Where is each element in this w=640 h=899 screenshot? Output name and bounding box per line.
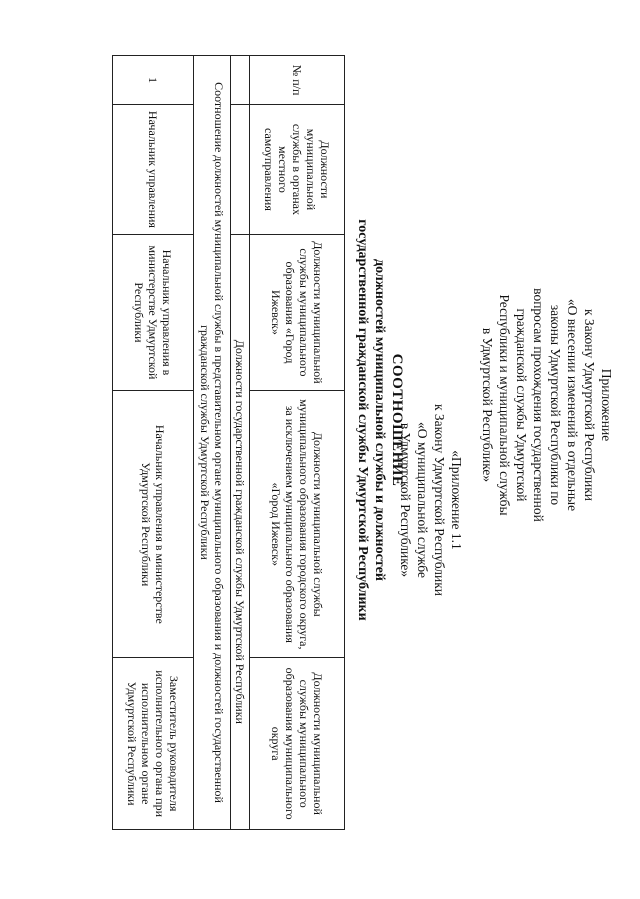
appendix-line: Республики и муниципальной службы [497,294,512,516]
table-section-row [231,56,250,830]
section-empty-cell [231,56,250,105]
row-number: 1 [113,56,194,105]
appendix-line: Приложение [599,368,614,442]
section-empty-cell [231,105,250,235]
row-local-position: Начальник управления [113,105,194,235]
header-number: № п/п [250,56,345,105]
appendix-sub-block [397,380,465,620]
section-state-service: Должности государственной гражданской службы Удмуртской Республики [231,234,250,829]
row-municipal-district-position: Заместитель руководителя исполнительного органа при исполнительном органе Удмуртской Республики [113,658,194,830]
title-line-2: государственной гражданской службы Удмуртской Республики [355,219,370,621]
appendix-sub-line: «Приложение 1.1 [449,450,464,550]
header-city-district: Должности муниципальной службы муниципального образования городского округа, за исключением муниципального образования «Город Ижевск» [250,391,345,658]
appendix-main-block [479,240,615,570]
header-izhevsk: Должности муниципальной службы муниципального образования «Город Ижевск» [250,234,345,391]
appendix-line: законы Удмуртской Республики по [548,304,563,506]
appendix-line: вопросам прохождения государственной [531,288,546,522]
title-main: СООТНОШЕНИЕ [389,353,405,487]
appendix-line: к Закону Удмуртской Республики [582,308,597,502]
table-section-row [194,56,231,830]
title-line-1: должностей муниципальной службы и должностей [372,259,387,581]
document-title [354,170,405,670]
appendix-line: «О внесении изменений в отдельные [565,298,580,512]
header-local-government: Должности муниципальной службы в органах местного самоуправления [250,105,345,235]
appendix-line: гражданской службы Удмуртской [514,308,529,502]
row-izhevsk-position: Начальник управления в министерстве Удмуртской Республики [113,234,194,391]
appendix-sub-line: к Закону Удмуртской Республики [432,403,447,597]
table-header-row [250,56,345,830]
appendix-line: в Удмуртской Республике» [480,327,495,483]
row-city-district-position: Начальник управления в министерстве Удмуртской Республики [113,391,194,658]
correspondence-table [112,55,345,830]
appendix-sub-line: «О муниципальной службе [415,421,430,578]
header-municipal-district: Должности муниципальной службы муниципального образования муниципального округа [250,658,345,830]
table-row [113,56,194,830]
section-representative-body: Соотношение должностей муниципальной службы в представительном органе муниципального образования и должностей государственной гражданской службы Удмуртской Республики [194,56,231,830]
appendix-sub-line: в Удмуртской Республике» [398,422,413,578]
